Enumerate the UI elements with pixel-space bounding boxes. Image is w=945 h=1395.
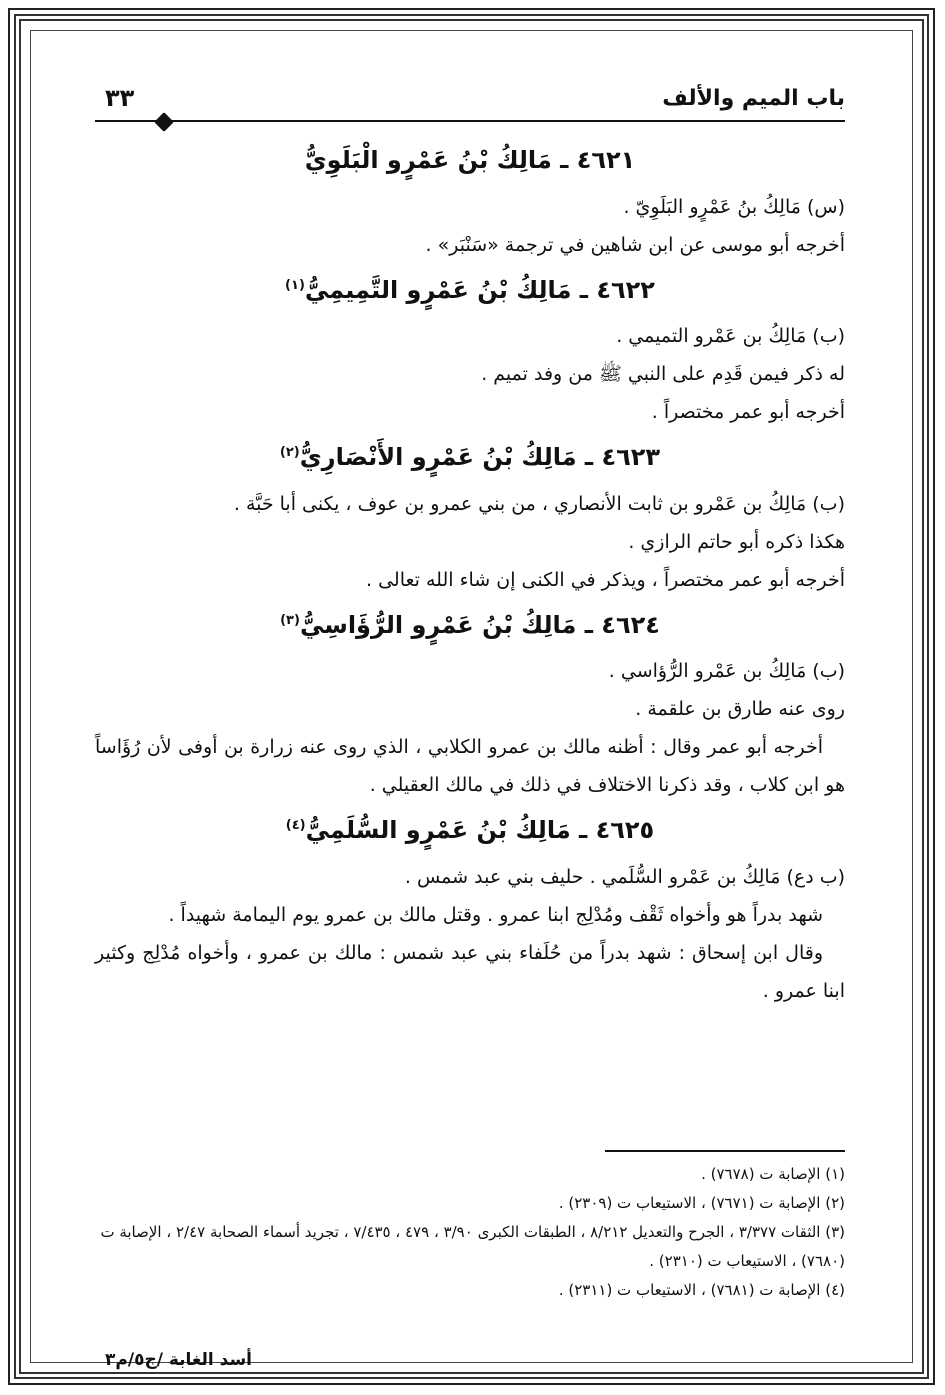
page-header [95,80,845,122]
entry-title: ٤٦٢٥ ـ مَالِكُ بْنُ عَمْرٍو السُّلَمِيُّ$^{(٤)}$ [285,816,655,845]
header-ornament-icon [154,112,174,132]
entry-text: (س) مَالِكُ بنُ عَمْرٍو البَلَوِيّ . [623,195,845,218]
footnote: (٤) الإصابة ت (٧٦٨١) ، الاستيعاب ت (٢٣١١) . [558,1281,845,1299]
footnote-divider [605,1150,845,1152]
entry-text: وقال ابن إسحاق : شهد بدراً من حُلَفاء بني عبد شمس : مالك بن عمرو ، وأخواه مُدْلِج وكثير ابنا عمرو . [95,941,845,1002]
entry-title: ٤٦٢٤ ـ مَالِكُ بْنُ عَمْرٍو الرُّؤَاسِيُّ$^{(٣)}$ [280,610,660,639]
entry-text: أخرجه أبو عمر مختصراً ، ويذكر في الكنى إن شاء الله تعالى . [366,568,845,591]
footnotes [95,1150,845,1305]
entry-text: (ب) مَالِكُ بن عَمْرو التميمي . [616,325,845,348]
book-page [95,80,845,1370]
entry-title: ٤٦٢٣ ـ مَالِكُ بْنُ عَمْرٍو الأَنْصَارِيُّ$^{(٢)}$ [279,443,661,472]
entry-title: ٤٦٢١ ـ مَالِكُ بْنُ عَمْرٍو الْبَلَوِيُّ [304,146,636,174]
entry-text: أخرجه أبو عمر مختصراً . [651,401,845,424]
entry-text: روى عنه طارق بن علقمة . [635,698,845,721]
entry-text: أخرجه أبو موسى عن ابن شاهين في ترجمة «سَنْبَر» . [425,233,845,256]
page-signature: أسد الغابة /ج٥/م٣ [105,1350,252,1370]
footnote-ref: (١) [285,277,305,293]
running-title: باب الميم والألف [662,86,845,111]
entry-text: أخرجه أبو عمر وقال : أظنه مالك بن عمرو الكلابي ، الذي روى عنه زرارة بن أوفى لأن رُؤَاساً هو ابن كلاب ، وقد ذكرنا الاختلاف في ذلك في مالك العقيلي . [95,736,845,797]
footnote: (٣) الثقات ٣/٣٧٧ ، الجرح والتعديل ٨/٢١٢ ، الطبقات الكبرى ٣/٩٠ ، ٤٧٩ ، ٧/٤٣٥ ، تجريد أسماء الصحابة ٢/٤٧ ، الإصابة ت (٧٦٨٠) ، الاستيعاب ت (٢٣١٠) . [100,1223,845,1270]
entry-text: (ب) مَالِكُ بن عَمْرو بن ثابت الأنصاري ، من بني عمرو بن عوف ، يكنى أبا حَبَّة . [233,492,845,515]
entry-text: شهد بدراً هو وأخواه ثَقْف ومُدْلِج ابنا عمرو . وقتل مالك بن عمرو يوم اليمامة شهيداً . [168,903,823,926]
page-content [95,144,845,1010]
footnote: (٢) الإصابة ت (٧٦٧١) ، الاستيعاب ت (٢٣٠٩) . [558,1194,845,1212]
entry-text: (ب دع) مَالِكُ بن عَمْرو السُّلَمي . حليف بني عبد شمس . [404,865,845,888]
entry-text: هكذا ذكره أبو حاتم الرازي . [628,530,845,553]
footnote: (١) الإصابة ت (٧٦٧٨) . [701,1165,845,1183]
entry-title: ٤٦٢٢ ـ مَالِكُ بْنُ عَمْرٍو التَّمِيمِيُّ$^{(١)}$ [285,275,655,304]
footnote-ref: (٣) [280,612,300,628]
footnote-ref: (٢) [279,445,300,461]
entry-text: (ب) مَالِكُ بن عَمْرو الرُّؤاسي . [608,660,845,683]
footnote-ref: (٤) [285,818,306,834]
entry-text: له ذكر فيمن قَدِم على النبي ﷺ من وفد تميم . [481,363,845,386]
page-number: ٣٣ [105,84,135,112]
